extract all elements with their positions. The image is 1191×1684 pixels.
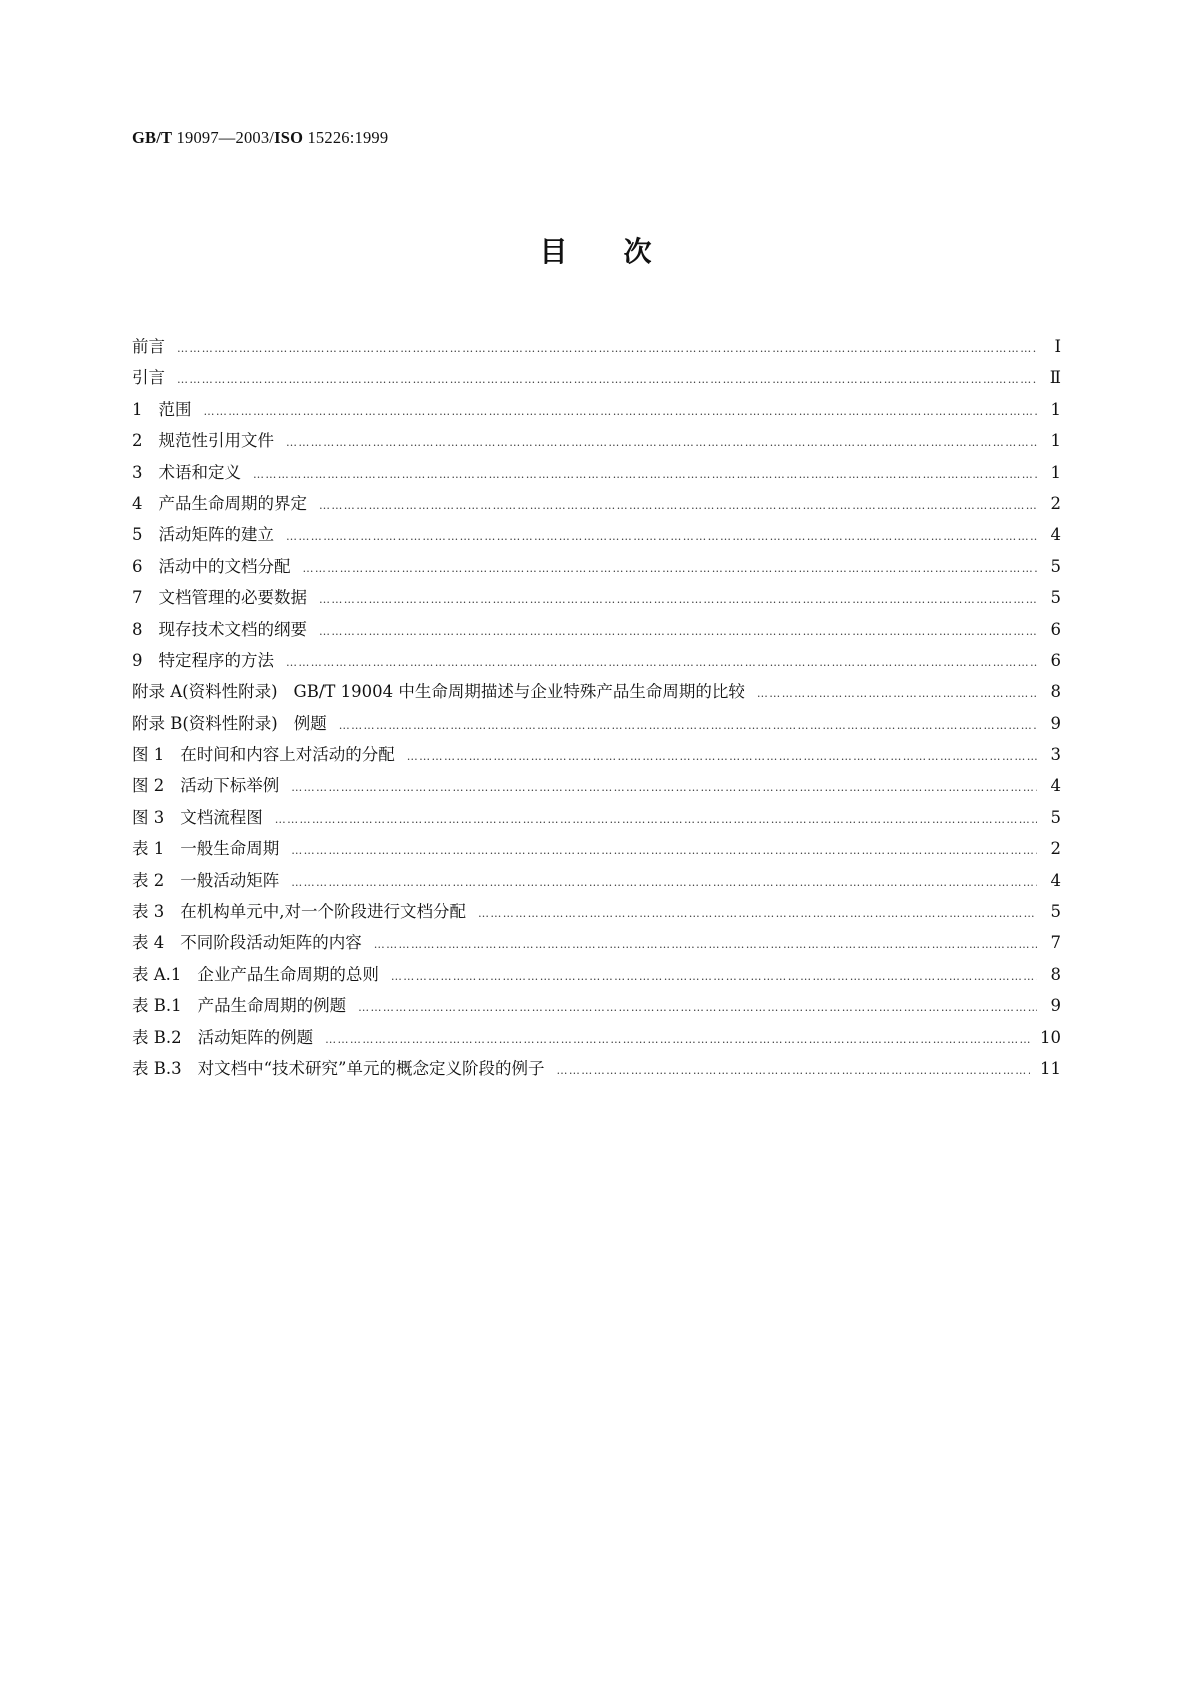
dot-leader: [291, 772, 1037, 803]
toc-entry-page: 1: [1050, 399, 1061, 419]
dot-leader: [358, 992, 1037, 1023]
toc-entry-title: 产品生命周期的例题: [197, 996, 347, 1016]
toc-entry-number: 5: [132, 525, 143, 545]
toc-entry-number: 9: [132, 650, 143, 670]
dot-leader: [339, 710, 1037, 741]
dot-leader: [286, 521, 1037, 552]
toc-entry-title: 术语和定义: [158, 462, 241, 482]
toc-entry-label: [132, 959, 391, 990]
toc-entry-page: 4: [1050, 776, 1061, 796]
toc-entry-title: 一般生命周期: [180, 839, 280, 859]
toc-entry-page: 1: [1050, 462, 1061, 482]
toc-entry-number: 表 4: [132, 933, 165, 953]
toc-entry-label: [132, 645, 286, 676]
toc-entry-label: [132, 708, 339, 739]
toc-entry-title: 特定程序的方法: [158, 650, 274, 670]
toc-entry-number: 表 B.2: [132, 1027, 182, 1047]
toc-entry-page: Ⅱ: [1049, 368, 1061, 388]
toc-entry-page: 8: [1050, 964, 1061, 984]
toc-entry-label: [132, 1022, 325, 1053]
toc-entry-title: 产品生命周期的界定: [158, 493, 307, 513]
toc-entry[interactable]: [132, 802, 1061, 833]
toc-entry[interactable]: [132, 770, 1061, 801]
toc-entry-title: 不同阶段活动矩阵的内容: [180, 933, 362, 953]
toc-entry-label: [132, 582, 319, 613]
dot-leader: [325, 1024, 1030, 1055]
table-of-contents: [132, 331, 1061, 1084]
page-title: 目次: [539, 235, 708, 268]
toc-entry-title: 文档流程图: [180, 807, 263, 827]
iso-number-part: 15226:1999: [303, 128, 389, 147]
toc-entry-title: 一般活动矩阵: [180, 870, 280, 890]
dot-leader: [291, 835, 1037, 866]
toc-entry-label: [132, 802, 275, 833]
dot-leader: [286, 427, 1037, 458]
toc-entry[interactable]: [132, 551, 1061, 582]
toc-entry[interactable]: [132, 708, 1061, 739]
toc-entry-number: 图 2: [132, 776, 165, 796]
toc-entry-page: 10: [1040, 1027, 1061, 1047]
toc-entry-label: [132, 519, 286, 550]
toc-entry[interactable]: [132, 488, 1061, 519]
toc-entry[interactable]: [132, 331, 1061, 362]
toc-entry-number: 表 2: [132, 870, 165, 890]
toc-entry-label: [132, 739, 407, 770]
toc-entry-title: 活动中的文档分配: [158, 556, 291, 576]
toc-entry-number: 表 3: [132, 902, 165, 922]
toc-entry-label: [132, 425, 286, 456]
toc-entry-number: 表 B.3: [132, 1058, 182, 1078]
toc-entry-number: 1: [132, 399, 143, 419]
toc-entry-page: 11: [1040, 1058, 1061, 1078]
toc-entry-title: 引言: [132, 368, 165, 388]
iso-prefix: ISO: [274, 128, 304, 147]
dot-leader: [407, 741, 1037, 772]
toc-entry-page: 5: [1050, 807, 1061, 827]
standard-prefix: GB/T: [132, 128, 173, 147]
toc-entry-page: 4: [1050, 870, 1061, 890]
dot-leader: [757, 678, 1037, 709]
toc-entry-title: 规范性引用文件: [158, 431, 274, 451]
toc-entry-label: [132, 676, 757, 707]
toc-entry[interactable]: [132, 676, 1061, 707]
toc-entry-title: 在时间和内容上对活动的分配: [180, 745, 395, 765]
dot-leader: [319, 490, 1037, 521]
toc-entry-title: 对文档中“技术研究”单元的概念定义阶段的例子: [197, 1058, 545, 1078]
toc-entry-number: 3: [132, 462, 143, 482]
toc-entry-page: 6: [1050, 619, 1061, 639]
toc-entry-title: GB/T 19004 中生命周期描述与企业特殊产品生命周期的比较: [293, 682, 745, 702]
dot-leader: [557, 1055, 1031, 1086]
toc-entry-label: [132, 551, 303, 582]
toc-entry[interactable]: [132, 896, 1061, 927]
toc-entry-label: [132, 990, 358, 1021]
toc-entry[interactable]: [132, 645, 1061, 676]
toc-entry-page: 4: [1050, 525, 1061, 545]
toc-entry-title: 现存技术文档的纲要: [158, 619, 307, 639]
dot-leader: [177, 333, 1037, 364]
toc-entry[interactable]: [132, 1053, 1061, 1084]
dot-leader: [319, 584, 1037, 615]
dot-leader: [319, 616, 1037, 647]
toc-entry-number: 图 3: [132, 807, 165, 827]
toc-entry[interactable]: [132, 394, 1061, 425]
dot-leader: [374, 929, 1037, 960]
toc-entry-number: 2: [132, 431, 143, 451]
dot-leader: [177, 364, 1037, 395]
toc-entry-number: 6: [132, 556, 143, 576]
toc-entry-page: Ⅰ: [1054, 337, 1061, 356]
toc-entry-label: [132, 1053, 557, 1084]
toc-entry-page: 5: [1050, 902, 1061, 922]
toc-entry-label: [132, 614, 319, 645]
dot-leader: [275, 804, 1037, 835]
toc-entry-title: 例题: [293, 713, 327, 733]
toc-entry-page: 7: [1050, 933, 1061, 953]
toc-entry-page: 1: [1050, 431, 1061, 451]
toc-entry[interactable]: [132, 927, 1061, 958]
dot-leader: [291, 867, 1037, 898]
toc-entry[interactable]: [132, 833, 1061, 864]
toc-entry-title: 前言: [132, 337, 165, 356]
toc-entry-page: 9: [1050, 713, 1061, 733]
standard-number-part: 19097—2003/: [172, 128, 275, 147]
toc-entry[interactable]: [132, 362, 1061, 393]
toc-entry-label: [132, 865, 291, 896]
toc-entry-page: 5: [1050, 556, 1061, 576]
toc-entry-label: [132, 927, 374, 958]
dot-leader: [286, 647, 1037, 678]
toc-entry[interactable]: [132, 614, 1061, 645]
toc-entry-number: 附录 A(资料性附录): [132, 682, 278, 702]
toc-entry[interactable]: [132, 519, 1061, 550]
toc-entry-label: [132, 457, 253, 488]
toc-entry-label: [132, 896, 478, 927]
toc-entry-page: 8: [1050, 682, 1061, 702]
toc-entry-page: 2: [1050, 839, 1061, 859]
dot-leader: [204, 396, 1038, 427]
toc-entry-number: 表 1: [132, 839, 165, 859]
toc-entry-page: 3: [1050, 745, 1061, 765]
toc-entry-label: [132, 488, 319, 519]
toc-entry[interactable]: [132, 739, 1061, 770]
toc-entry-label: [132, 394, 204, 425]
toc-entry-title: 文档管理的必要数据: [158, 588, 307, 608]
toc-entry-title: 活动矩阵的例题: [197, 1027, 314, 1047]
toc-entry-title: 活动矩阵的建立: [158, 525, 274, 545]
dot-leader: [391, 961, 1037, 992]
dot-leader: [303, 553, 1038, 584]
toc-entry-title: 活动下标举例: [180, 776, 280, 796]
toc-entry-page: 6: [1050, 650, 1061, 670]
toc-entry[interactable]: [132, 865, 1061, 896]
toc-entry[interactable]: [132, 959, 1061, 990]
toc-entry[interactable]: [132, 582, 1061, 613]
toc-entry[interactable]: [132, 457, 1061, 488]
dot-leader: [478, 898, 1037, 929]
toc-entry-number: 表 B.1: [132, 996, 182, 1016]
toc-entry-number: 图 1: [132, 745, 165, 765]
toc-entry-number: 7: [132, 588, 143, 608]
toc-entry-label: [132, 331, 177, 362]
toc-entry[interactable]: [132, 425, 1061, 456]
toc-entry-number: 附录 B(资料性附录): [132, 713, 278, 733]
toc-entry-number: 4: [132, 493, 143, 513]
toc-entry-title: 企业产品生命周期的总则: [197, 964, 379, 984]
toc-entry-title: 在机构单元中,对一个阶段进行文档分配: [180, 902, 466, 922]
toc-entry-label: [132, 770, 291, 801]
toc-entry-number: 表 A.1: [132, 964, 182, 984]
toc-entry-page: 2: [1050, 493, 1061, 513]
toc-entry-page: 5: [1050, 588, 1061, 608]
toc-entry-number: 8: [132, 619, 143, 639]
dot-leader: [253, 459, 1037, 490]
toc-entry-page: 9: [1050, 996, 1061, 1016]
toc-entry[interactable]: [132, 1022, 1061, 1053]
toc-entry-label: [132, 362, 177, 393]
standard-number: [132, 128, 388, 148]
toc-entry[interactable]: [132, 990, 1061, 1021]
toc-entry-title: 范围: [158, 399, 192, 419]
toc-entry-label: [132, 833, 291, 864]
